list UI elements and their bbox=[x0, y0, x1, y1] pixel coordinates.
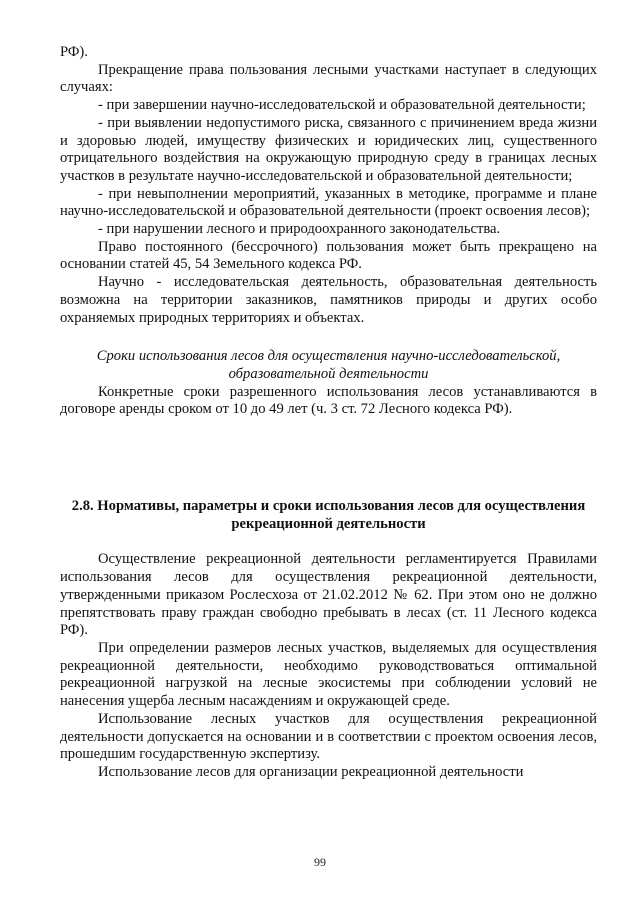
paragraph-lease-terms: Конкретные сроки разрешенного использования лесов устанавливаются в договоре аренды сроком от 10 до 49 лет (ч. 3 ст. 72 Лесного кодекса РФ). bbox=[60, 383, 597, 418]
paragraph-termination-intro: Прекращение права пользования лесными участками наступает в следующих случаях: bbox=[60, 61, 597, 96]
subsection-caption: Сроки использования лесов для осуществления научно-исследовательской, образовательной деятельности bbox=[96, 348, 561, 382]
paragraph-plot-size: При определении размеров лесных участков, выделяемых для осуществления рекреационной деятельности, необходимо руководствоваться оптимальной рекреационной нагрузкой на лесные экосистемы при соблюдении условий не нанесения ущерба лесным насаждениям и окружающей среде. bbox=[60, 639, 597, 710]
paragraph-project-basis: Использование лесных участков для осуществления рекреационной деятельности допускается на основании и в соответствии с проектом освоения лесов, прошедшим государственную экспертизу. bbox=[60, 710, 597, 763]
list-item-completion: - при завершении научно-исследовательской и образовательной деятельности; bbox=[98, 97, 586, 114]
paragraph-research-territories: Научно - исследовательская деятельность, образовательная деятельность возможна на территории заказников, памятников природы и других особо охраняемых природных территориях и объектах. bbox=[60, 274, 597, 326]
page-number: 99 bbox=[314, 855, 326, 869]
document-page bbox=[60, 44, 597, 782]
paragraph-recreation-rules: Осуществление рекреационной деятельности регламентируется Правилами использования лесов для осуществления рекреационной деятельности, утвержденными приказом Рослесхоза от 21.02.2012 № 62. При этом оно не должно препятствовать праву граждан свободно пребывать в лесах (ст. 11 Лесного кодекса РФ). bbox=[60, 551, 597, 639]
paragraph-forest-use-start: Использование лесов для организации рекреационной деятельности bbox=[98, 763, 524, 780]
paragraph-permanent-use: Право постоянного (бессрочного) пользования может быть прекращено на основании статей 45, 54 Земельного кодекса РФ. bbox=[60, 238, 597, 273]
list-item-risk: - при выявлении недопустимого риска, связанного с причинением вреда жизни и здоровью людей, имуществу физических и юридических лиц, существенного отрицательного воздействия на окружающую природную среду в границах лесных участков в результате научно-исследовательской и образовательной деятельности; bbox=[60, 114, 597, 184]
section-heading: 2.8. Нормативы, параметры и сроки использования лесов для осуществления рекреационной деятельности bbox=[71, 498, 586, 532]
list-item-violation: - при нарушении лесного и природоохранного законодательства. bbox=[98, 221, 501, 238]
list-item-nonfulfillment: - при невыполнении мероприятий, указанных в методике, программе и плане научно-исследовательской и образовательной деятельности (проект освоения лесов); bbox=[60, 185, 597, 220]
paragraph-continuation: РФ). bbox=[60, 44, 88, 60]
